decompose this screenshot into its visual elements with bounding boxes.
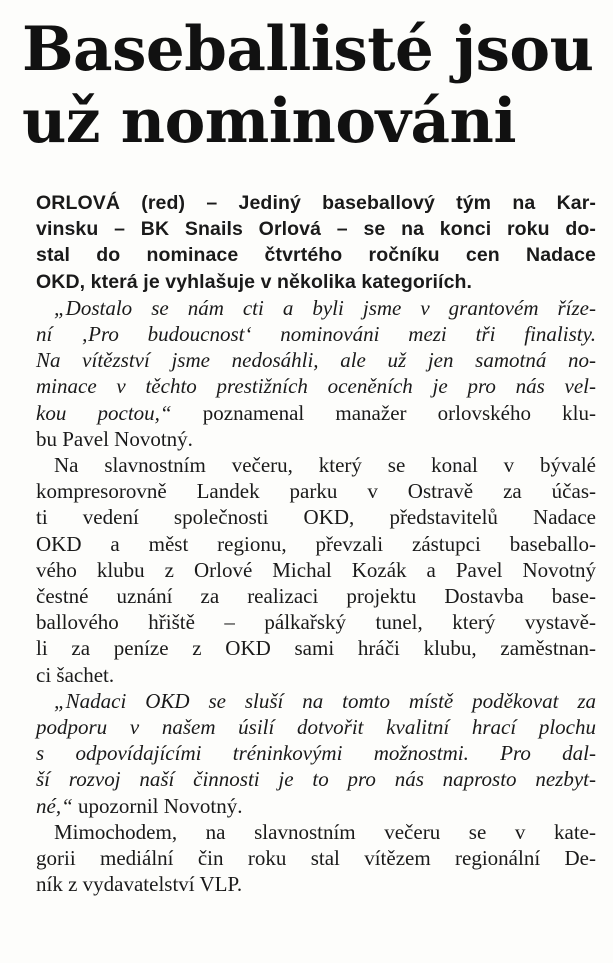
quote-paragraph-1 xyxy=(36,295,596,452)
headline-line: Baseballisté jsou xyxy=(22,14,594,85)
text-line: s odpovídajícími tréninkovými možnostmi. Pro dal- xyxy=(36,741,596,766)
text-line: ti vedení společnosti OKD, představitelů Nadace xyxy=(36,505,596,530)
text-line: ORLOVÁ (red) – Jediný baseballový tým na Kar- xyxy=(36,192,596,214)
text-line: gorii mediální čin roku stal vítězem regionální De- xyxy=(36,846,596,871)
text-line: „Nadaci OKD se sluší na tomto místě poděkovat za xyxy=(54,688,596,713)
attribution: poznamenal manažer orlovského klu- xyxy=(171,400,597,425)
text-line: OKD, která je vyhlašuje v několika kategoriích. xyxy=(36,270,473,293)
text-line: vinsku – BK Snails Orlová – se na konci roku do- xyxy=(36,218,596,241)
headline xyxy=(22,14,602,158)
text-line: Na vítězství jsme nedosáhli, ale už jen samotná no- xyxy=(36,348,596,373)
text-line: Mimochodem, na slavnostním večeru se v kate- xyxy=(54,819,596,844)
text-line: ník z vydavatelství VLP. xyxy=(36,872,243,897)
text-line: OKD a měst regionu, převzali zástupci baseballo- xyxy=(36,531,596,556)
text-line: bu Pavel Novotný. xyxy=(36,426,193,451)
text-line: vého klubu z Orlové Michal Kozák a Pavel Novotný xyxy=(36,557,596,582)
text-line: ší rozvoj naší činnosti je to pro nás naprosto nezbyt- xyxy=(36,767,596,792)
text-line: kompresorovně Landek parku v Ostravě za účas- xyxy=(36,479,596,504)
text-line: ní ‚Pro budoucnost‘ nominováni mezi tři finalisty. xyxy=(36,322,596,347)
text-line-mixed xyxy=(36,400,596,426)
text-line: stal do nominace čtvrtého ročníku cen Nadace xyxy=(36,244,596,267)
text-line: Na slavnostním večeru, který se konal v bývalé xyxy=(54,453,596,478)
text-line: ballového hřiště – pálkařský tunel, který vystavě- xyxy=(36,610,596,635)
paragraph-3 xyxy=(36,819,596,898)
quote-paragraph-2 xyxy=(36,688,596,819)
text-line: čestné uznání za realizaci projektu Dostavba base- xyxy=(36,584,596,609)
text-line: podporu v našem úsilí dotvořit kvalitní hrací plochu xyxy=(36,715,596,740)
text-line: li za peníze z OKD sami hráči klubu, zaměstnan- xyxy=(36,636,596,661)
attribution: upozornil Novotný. xyxy=(72,793,243,818)
text-line: „Dostalo se nám cti a byli jsme v grantovém říze- xyxy=(54,295,596,320)
text-line-mixed xyxy=(36,793,596,819)
article-body xyxy=(36,190,596,897)
headline-line: už nominováni xyxy=(22,86,517,157)
text-line: ci šachet. xyxy=(36,662,115,687)
text-line: minace v těchto prestižních oceněních je pro nás vel- xyxy=(36,374,596,399)
lead-paragraph xyxy=(36,190,596,295)
quote-end: kou poctou,“ xyxy=(36,400,172,425)
quote-end: né,“ xyxy=(36,793,73,818)
paragraph-2 xyxy=(36,452,596,688)
